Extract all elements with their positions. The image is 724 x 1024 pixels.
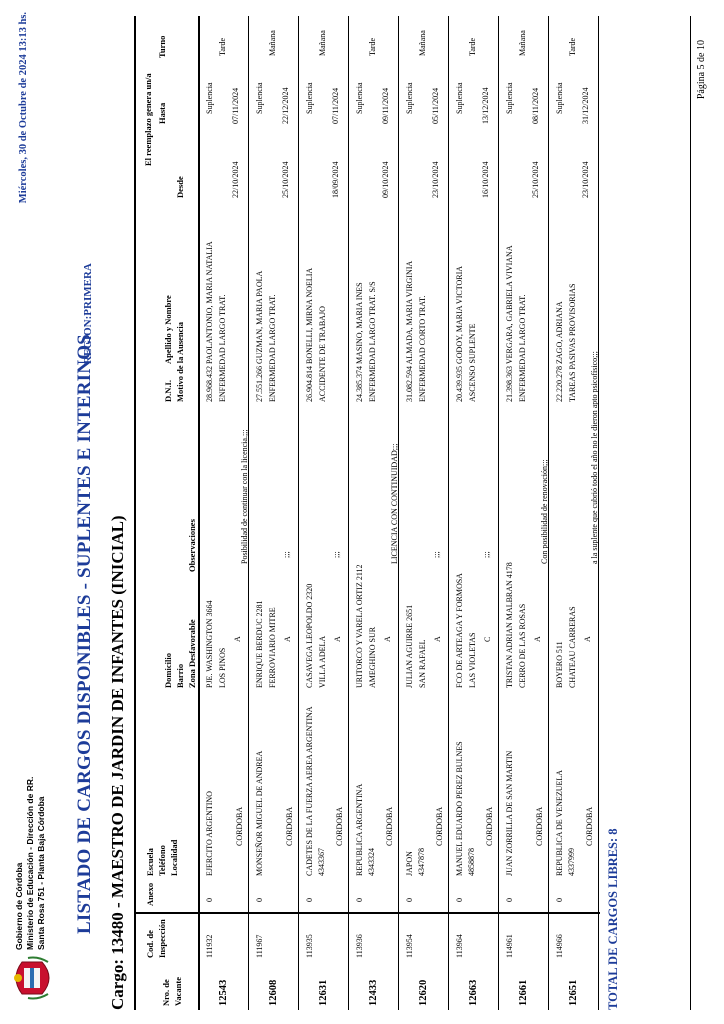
- row-separator: [398, 16, 399, 1010]
- date-to: 13/12/2024: [481, 87, 490, 124]
- dni-and-name: 20.439.935 GODOY, MARIA VICTORIA: [455, 265, 464, 402]
- shift: Mañana: [418, 30, 427, 56]
- anexo-value: 0: [355, 898, 364, 902]
- date-from: 16/10/2024: [481, 161, 490, 198]
- gov-line-2: Ministerio de Educación - Dirección de RR.: [25, 776, 35, 950]
- col-hasta: Hasta: [157, 102, 167, 124]
- dni-and-name: 22.220.278 ZAGO, ADRIANA: [555, 301, 564, 402]
- page-number: Página 5 de 10: [696, 40, 707, 100]
- school-locality: CORDOBA: [335, 806, 344, 846]
- vacancy-number: 12651: [568, 979, 579, 1006]
- shift: Mañana: [268, 30, 277, 56]
- school-address: JULIAN AGUIRRE 2651: [405, 604, 414, 688]
- gov-line-3: Santa Rosa 751 - Planta Baja Córdoba: [36, 796, 46, 950]
- shift: Tarde: [468, 37, 477, 56]
- school-name: CADETES DE LA FUERZA AEREA ARGENTINA: [305, 706, 314, 876]
- shift: Tarde: [368, 37, 377, 56]
- observation-note: Posibilidad de continuar con la licencia.;;;: [240, 429, 249, 564]
- school-locality: CORDOBA: [385, 806, 394, 846]
- school-locality: CORDOBA: [285, 806, 294, 846]
- school-barrio: LAS VIOLETAS: [468, 632, 477, 688]
- dni-and-name: 24.385.374 MASINO, MARIA INES: [355, 282, 364, 402]
- dni-and-name: 28.968.432 PAOLANTONIO, MARIA NATALIA: [205, 241, 214, 402]
- anexo-value: 0: [305, 898, 314, 902]
- zona-desfavorable: A: [383, 636, 392, 642]
- school-address: URITORCO Y VARELA ORTIZ 2112: [355, 564, 364, 688]
- observation-inline: ;;;: [282, 551, 291, 558]
- replacement-type: Suplencia: [555, 82, 564, 114]
- date-to: 07/11/2024: [331, 87, 340, 124]
- replacement-type: Suplencia: [455, 82, 464, 114]
- absence-reason: ENFERMEDAD LARGO TRAT.: [218, 294, 227, 402]
- school-address: TRISTAN ADRIAN MALBRAN 4178: [505, 562, 514, 688]
- school-locality: CORDOBA: [585, 806, 594, 846]
- school-address: BOYERO 511: [555, 641, 564, 688]
- observation-inline: ;;;: [432, 551, 441, 558]
- observation-note: LICENCIA CON CONTINUIDAD;;;: [390, 443, 399, 564]
- vacancy-number: 12620: [418, 979, 429, 1006]
- school-barrio: VILLA ADELA: [318, 635, 327, 688]
- col-desde: Desde: [175, 176, 185, 198]
- date-to: 07/11/2024: [231, 87, 240, 124]
- vacancy-number: 12433: [368, 979, 379, 1006]
- row-separator: [298, 16, 299, 1010]
- inspection-code: 111967: [255, 934, 264, 958]
- inspection-code: 114966: [555, 934, 564, 958]
- dni-and-name: 31.082.594 ALMADA, MARIA VIRGINIA: [405, 260, 414, 402]
- inspection-code: 111932: [205, 934, 214, 958]
- absence-reason: ACCIDENTE DE TRABAJO: [318, 306, 327, 402]
- school-name: MANUEL EDUARDO PEREZ BULNES: [455, 741, 464, 876]
- school-locality: CORDOBA: [435, 806, 444, 846]
- col-reemplazo: El reemplazo genera un/a: [143, 73, 153, 166]
- zona-desfavorable: A: [433, 636, 442, 642]
- vacancy-number: 12663: [468, 979, 479, 1006]
- school-barrio: SAN RAFAEL: [418, 639, 427, 688]
- inspection-code: 113964: [455, 934, 464, 958]
- dni-and-name: 21.398.363 VERGARA, GABRIELA VIVIANA: [505, 245, 514, 402]
- date-from: 23/10/2024: [581, 161, 590, 198]
- cargo-title: Cargo: 13480 - MAESTRO DE JARDIN DE INFANTES (INICIAL): [108, 515, 127, 1010]
- col-apellido: Apellido y Nombre: [163, 295, 173, 364]
- school-locality: CORDOBA: [235, 806, 244, 846]
- shift: Mañana: [318, 30, 327, 56]
- dni-and-name: 26.904.814 BONELLI, MIRNA NOELIA: [305, 267, 314, 402]
- replacement-type: Suplencia: [205, 82, 214, 114]
- school-barrio: CHATEAU CARRERAS: [568, 606, 577, 688]
- observation-inline: ;;;: [482, 551, 491, 558]
- school-address: PJE. WASHINGTON 3664: [205, 600, 214, 688]
- anexo-value: 0: [405, 898, 414, 902]
- date-from: 09/10/2024: [381, 161, 390, 198]
- date-to: 05/11/2024: [431, 87, 440, 124]
- observation-note: Con posibilidad de renovación;;;: [540, 459, 549, 564]
- shift: Mañana: [518, 30, 527, 56]
- page-title: LISTADO DE CARGOS DISPONIBLES - SUPLENTES E INTERINOS: [74, 334, 95, 934]
- anexo-value: 0: [505, 898, 514, 902]
- zona-desfavorable: A: [333, 636, 342, 642]
- row-separator: [498, 16, 499, 1010]
- date-to: 31/12/2024: [581, 87, 590, 124]
- school-name: REPUBLICA ARGENTINA: [355, 783, 364, 876]
- replacement-type: Suplencia: [255, 82, 264, 114]
- zona-desfavorable: A: [583, 636, 592, 642]
- row-separator: [248, 16, 249, 1010]
- school-address: FCO DE ARTEAGA Y FORMOSA: [455, 573, 464, 688]
- coat-of-arms-logo: [8, 954, 58, 1002]
- zona-desfavorable: A: [233, 636, 242, 642]
- absence-reason: ENFERMEDAD CORTO TRAT.: [418, 295, 427, 402]
- school-locality: CORDOBA: [535, 806, 544, 846]
- absence-reason: ASCENSO SUPLENTE: [468, 323, 477, 402]
- col-observaciones: Observaciones: [187, 519, 197, 572]
- observation-note: a la suplente que cubrió todo el año no le dieron apto psicofísico;;;: [590, 351, 599, 564]
- school-phone: 4337999: [567, 848, 576, 876]
- school-address: ENRIQUE BERDUC 2281: [255, 600, 264, 688]
- zona-desfavorable: A: [283, 636, 292, 642]
- inspection-code: 113936: [355, 934, 364, 958]
- gov-line-1: Gobierno de Córdoba: [14, 862, 24, 950]
- school-name: REPUBLICA DE VENEZUELA: [555, 769, 564, 876]
- vacancy-number: 12631: [318, 979, 329, 1006]
- school-name: JUAN ZORRILLA DE SAN MARTIN: [505, 750, 514, 876]
- absence-reason: ENFERMEDAD LARGO TRAT.: [518, 294, 527, 402]
- col-cod: Cod. de Inspección: [145, 919, 167, 958]
- date-from: 25/10/2024: [531, 161, 540, 198]
- replacement-type: Suplencia: [305, 82, 314, 114]
- col-domicilio: Domicilio Barrio Zona Desfavorable: [163, 619, 197, 688]
- col-anexo: Anexo: [145, 882, 155, 906]
- school-phone: 4343324: [367, 848, 376, 876]
- row-separator: [448, 16, 449, 1010]
- date-to: 22/12/2024: [281, 87, 290, 124]
- zona-desfavorable: C: [483, 636, 492, 642]
- date-from: 23/10/2024: [431, 161, 440, 198]
- shift: Tarde: [218, 37, 227, 56]
- total-cargos-libres: TOTAL DE CARGOS LIBRES: 8: [606, 828, 620, 1010]
- absence-reason: ENFERMEDAD LARGO TRAT. S/S: [368, 281, 377, 402]
- anexo-value: 0: [555, 898, 564, 902]
- date-from: 25/10/2024: [281, 161, 290, 198]
- observation-inline: ;;;: [332, 551, 341, 558]
- col-escuela: Escuela Teléfono Localidad: [145, 839, 179, 876]
- col-nro: Nro. de Vacante: [161, 977, 183, 1006]
- school-barrio: LOS PINOS: [218, 647, 227, 688]
- replacement-type: Suplencia: [405, 82, 414, 114]
- anexo-value: 0: [255, 898, 264, 902]
- table-left-border: [134, 912, 600, 914]
- school-barrio: FERROVIARIO MITRE: [268, 607, 277, 688]
- school-locality: CORDOBA: [485, 806, 494, 846]
- footer-rule: [690, 16, 691, 1010]
- vacancy-number: 12661: [518, 979, 529, 1006]
- row-separator: [348, 16, 349, 1010]
- dni-and-name: 27.551.266 GUZMAN, MARIA PAOLA: [255, 270, 264, 402]
- inspection-code: 113954: [405, 934, 414, 958]
- vacancy-number: 12608: [268, 979, 279, 1006]
- region-label: REGION:PRIMERA: [82, 263, 94, 364]
- school-phone: 4343367: [317, 848, 326, 876]
- row-separator: [598, 16, 599, 1010]
- row-separator: [548, 16, 549, 1010]
- school-barrio: AMEGHINO SUR: [368, 626, 377, 688]
- date-from: 18/09/2024: [331, 161, 340, 198]
- zona-desfavorable: A: [533, 636, 542, 642]
- anexo-value: 0: [205, 898, 214, 902]
- header-bottom-rule: [198, 16, 200, 1010]
- replacement-type: Suplencia: [505, 82, 514, 114]
- date-from: 22/10/2024: [231, 161, 240, 198]
- report-date: Miércoles, 30 de Octubre de 2024 13:13 hs.: [18, 12, 29, 204]
- inspection-code: 113935: [305, 934, 314, 958]
- school-name: MONSEÑOR MIGUEL DE ANDREA: [255, 750, 264, 876]
- school-phone: 4347878: [417, 848, 426, 876]
- col-turno: Turno: [157, 35, 167, 58]
- shift: Tarde: [568, 37, 577, 56]
- date-to: 08/11/2024: [531, 87, 540, 124]
- vacancy-number: 12543: [218, 979, 229, 1006]
- date-to: 09/11/2024: [381, 87, 390, 124]
- school-barrio: CERRO DE LAS ROSAS: [518, 603, 527, 688]
- inspection-code: 114961: [505, 934, 514, 958]
- col-dni: D.N.I. Motivo de la Ausencia: [163, 321, 185, 402]
- school-phone: 4858878: [467, 848, 476, 876]
- school-address: CASAVEGA LEOPOLDO 2320: [305, 583, 314, 688]
- school-name: EJERCITO ARGENTINO: [205, 791, 214, 876]
- table-top-rule: [134, 16, 136, 1010]
- replacement-type: Suplencia: [355, 82, 364, 114]
- anexo-value: 0: [455, 898, 464, 902]
- absence-reason: TAREAS PASIVAS PROVISORIAS: [568, 283, 577, 402]
- school-name: JAPON: [405, 851, 414, 876]
- absence-reason: ENFERMEDAD LARGO TRAT.: [268, 294, 277, 402]
